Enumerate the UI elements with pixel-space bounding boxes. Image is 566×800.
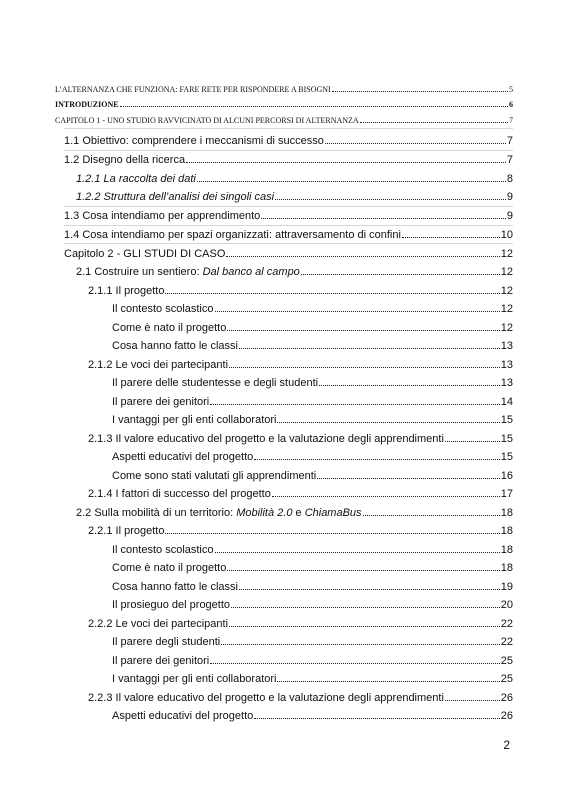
toc-entry[interactable] <box>88 521 513 537</box>
dot-leader <box>360 121 508 123</box>
divider <box>64 128 513 129</box>
toc-entry[interactable] <box>112 410 513 426</box>
toc-entry-page: 15 <box>500 433 513 445</box>
dot-leader <box>319 384 500 386</box>
dot-leader <box>317 477 500 479</box>
toc-entry-label: I vantaggi per gli enti collaboratori <box>112 673 277 685</box>
toc-entry[interactable] <box>64 244 513 260</box>
toc-entry[interactable] <box>64 225 513 241</box>
toc-entry[interactable] <box>112 669 513 685</box>
toc-entry[interactable] <box>76 262 513 278</box>
toc-entry[interactable] <box>112 558 513 574</box>
toc-entry[interactable] <box>64 131 513 147</box>
toc-entry-label: Capitolo 2 - GLI STUDI DI CASO <box>64 248 226 260</box>
dot-leader <box>363 514 500 516</box>
toc-entry[interactable] <box>64 206 513 222</box>
dot-leader <box>221 643 500 645</box>
toc-entry-page: 13 <box>500 377 513 389</box>
toc-entry-label: Il prosieguo del progetto <box>112 599 231 611</box>
toc-entry-label: 2.1.3 Il valore educativo del progetto e la valutazione degli apprendimenti <box>88 433 444 445</box>
toc-entry[interactable] <box>76 503 513 519</box>
dot-leader <box>120 105 508 107</box>
toc-entry-label: 1.4 Cosa intendiamo per spazi organizzati: attraversamento di confini <box>64 229 401 241</box>
toc-entry-label: 2.2.1 Il progetto <box>88 525 165 537</box>
dot-leader <box>215 310 500 312</box>
dot-leader <box>239 588 500 590</box>
toc-entry-page: 18 <box>500 544 513 556</box>
toc-entry-label: 1.3 Cosa intendiamo per apprendimento <box>64 210 261 222</box>
toc-entry-label: Cosa hanno fatto le classi <box>112 581 238 593</box>
dot-leader <box>402 236 500 238</box>
toc-entry-label: Il parere dei genitori <box>112 655 210 667</box>
toc-entry[interactable] <box>112 447 513 463</box>
toc-entry-page: 18 <box>500 562 513 574</box>
dot-leader <box>215 551 500 553</box>
dot-leader <box>165 532 499 534</box>
toc-entry[interactable] <box>112 336 513 352</box>
toc-entry[interactable] <box>55 99 513 109</box>
dot-leader <box>332 90 508 92</box>
toc-entry-page: 14 <box>500 396 513 408</box>
dot-leader <box>165 292 499 294</box>
toc-entry[interactable] <box>88 614 513 630</box>
toc-entry-label: 2.2.2 Le voci dei partecipanti <box>88 618 229 630</box>
toc-entry[interactable] <box>64 150 513 166</box>
toc-entry[interactable] <box>112 392 513 408</box>
toc-entry-page: 8 <box>506 173 513 185</box>
dot-leader <box>229 625 500 627</box>
toc-entry-page: 18 <box>500 525 513 537</box>
toc-entry[interactable] <box>112 318 513 334</box>
toc-entry-page: 7 <box>506 135 513 147</box>
dot-leader <box>277 680 499 682</box>
toc-entry-label: 1.2.1 La raccolta dei dati <box>76 173 196 185</box>
toc-entry-page: 10 <box>500 229 513 241</box>
dot-leader <box>272 495 500 497</box>
toc-entry-page: 5 <box>509 85 513 94</box>
toc-entry-label: Come sono stati valutati gli apprendimenti <box>112 470 317 482</box>
dot-leader <box>261 217 506 219</box>
toc-entry-label: Il contesto scolastico <box>112 544 214 556</box>
toc-entry-page: 13 <box>500 359 513 371</box>
toc-entry-page: 9 <box>506 210 513 222</box>
toc-entry-label: Cosa hanno fatto le classi <box>112 340 238 352</box>
toc-entry-label: Il parere degli studenti <box>112 636 221 648</box>
toc-entry[interactable] <box>76 187 513 203</box>
toc-entry[interactable] <box>112 706 513 722</box>
toc-entry-label: 1.2.2 Struttura dell’analisi dei singoli casi <box>76 191 275 203</box>
toc-entry-page: 12 <box>500 303 513 315</box>
toc-entry-page: 25 <box>500 655 513 667</box>
toc-entry-page: 22 <box>500 636 513 648</box>
toc-entry-page: 9 <box>506 191 513 203</box>
dot-leader <box>229 366 500 368</box>
toc-entry-label: Aspetti educativi del progetto <box>112 451 254 463</box>
toc-entry[interactable] <box>88 429 513 445</box>
toc-entry[interactable] <box>88 484 513 500</box>
toc-entry-label: 2.1.4 I fattori di successo del progetto <box>88 488 271 500</box>
toc-entry-page: 26 <box>500 692 513 704</box>
toc-entry-label: 2.1.2 Le voci dei partecipanti <box>88 359 229 371</box>
dot-leader <box>197 180 506 182</box>
page-number: 2 <box>503 738 510 752</box>
toc-entry-label: INTRODUZIONE <box>55 100 119 109</box>
toc-entry-label: 2.1.1 Il progetto <box>88 285 165 297</box>
toc-entry[interactable] <box>88 281 513 297</box>
toc-entry-label: Il parere delle studentesse e degli studenti <box>112 377 319 389</box>
dot-leader <box>186 161 506 163</box>
toc-entry-page: 18 <box>500 507 513 519</box>
toc-entry-label: Il contesto scolastico <box>112 303 214 315</box>
toc-entry[interactable] <box>112 299 513 315</box>
dot-leader <box>445 699 500 701</box>
toc-entry-page: 13 <box>500 340 513 352</box>
toc-entry-label: Aspetti educativi del progetto <box>112 710 254 722</box>
toc-entry-page: 15 <box>500 414 513 426</box>
dot-leader <box>226 255 499 257</box>
toc-entry-page: 20 <box>500 599 513 611</box>
dot-leader <box>210 403 500 405</box>
dot-leader <box>227 329 499 331</box>
toc-entry-page: 12 <box>500 266 513 278</box>
toc-entry[interactable] <box>55 115 513 125</box>
dot-leader <box>239 347 500 349</box>
toc-entry[interactable] <box>112 466 513 482</box>
toc-entry-label: I vantaggi per gli enti collaboratori <box>112 414 277 426</box>
toc-entry[interactable] <box>76 169 513 185</box>
toc-entry[interactable] <box>112 651 513 667</box>
dot-leader <box>210 662 500 664</box>
toc-entry-page: 19 <box>500 581 513 593</box>
toc-entry-page: 12 <box>500 285 513 297</box>
toc-entry[interactable] <box>112 595 513 611</box>
toc-entry-page: 17 <box>500 488 513 500</box>
toc-entry-label: Come è nato il progetto <box>112 322 227 334</box>
toc-entry-label: 2.1 Costruire un sentiero: Dal banco al campo <box>76 266 300 278</box>
dot-leader <box>275 198 506 200</box>
toc-entry-label: 1.1 Obiettivo: comprendere i meccanismi di successo <box>64 135 324 147</box>
toc-entry-label: 2.2 Sulla mobilità di un territorio: Mobilità 2.0 e ChiamaBus <box>76 507 362 519</box>
toc-entry-page: 25 <box>500 673 513 685</box>
toc-entry[interactable] <box>88 688 513 704</box>
dot-leader <box>227 569 499 571</box>
toc-entry-page: 12 <box>500 322 513 334</box>
toc-entry-page: 7 <box>509 116 513 125</box>
toc-entry[interactable] <box>55 84 513 94</box>
toc-entry[interactable] <box>112 540 513 556</box>
toc-entry[interactable] <box>112 632 513 648</box>
toc-entry-page: 26 <box>500 710 513 722</box>
dot-leader <box>445 440 500 442</box>
toc-entry[interactable] <box>112 373 513 389</box>
toc-entry-label: CAPITOLO 1 - UNO STUDIO RAVVICINATO DI ALCUNI PERCORSI DI ALTERNANZA <box>55 116 359 125</box>
toc-entry[interactable] <box>88 355 513 371</box>
toc-entry-label: Il parere dei genitori <box>112 396 210 408</box>
toc-entry-page: 12 <box>500 248 513 260</box>
toc-entry-label: Come è nato il progetto <box>112 562 227 574</box>
dot-leader <box>325 142 506 144</box>
toc-entry-page: 22 <box>500 618 513 630</box>
toc-entry-page: 15 <box>500 451 513 463</box>
toc-entry-page: 7 <box>506 154 513 166</box>
toc-entry-label: 2.2.3 Il valore educativo del progetto e la valutazione degli apprendimenti <box>88 692 444 704</box>
dot-leader <box>277 421 499 423</box>
dot-leader <box>231 606 500 608</box>
toc-entry[interactable] <box>112 577 513 593</box>
dot-leader <box>254 458 499 460</box>
toc-entry-page: 6 <box>509 100 513 109</box>
toc-entry-page: 16 <box>500 470 513 482</box>
dot-leader <box>254 717 499 719</box>
toc-entry-label: 1.2 Disegno della ricerca <box>64 154 186 166</box>
toc-entry-label: L’ALTERNANZA CHE FUNZIONA: FARE RETE PER RISPONDERE A BISOGNI <box>55 85 331 94</box>
dot-leader <box>301 273 500 275</box>
